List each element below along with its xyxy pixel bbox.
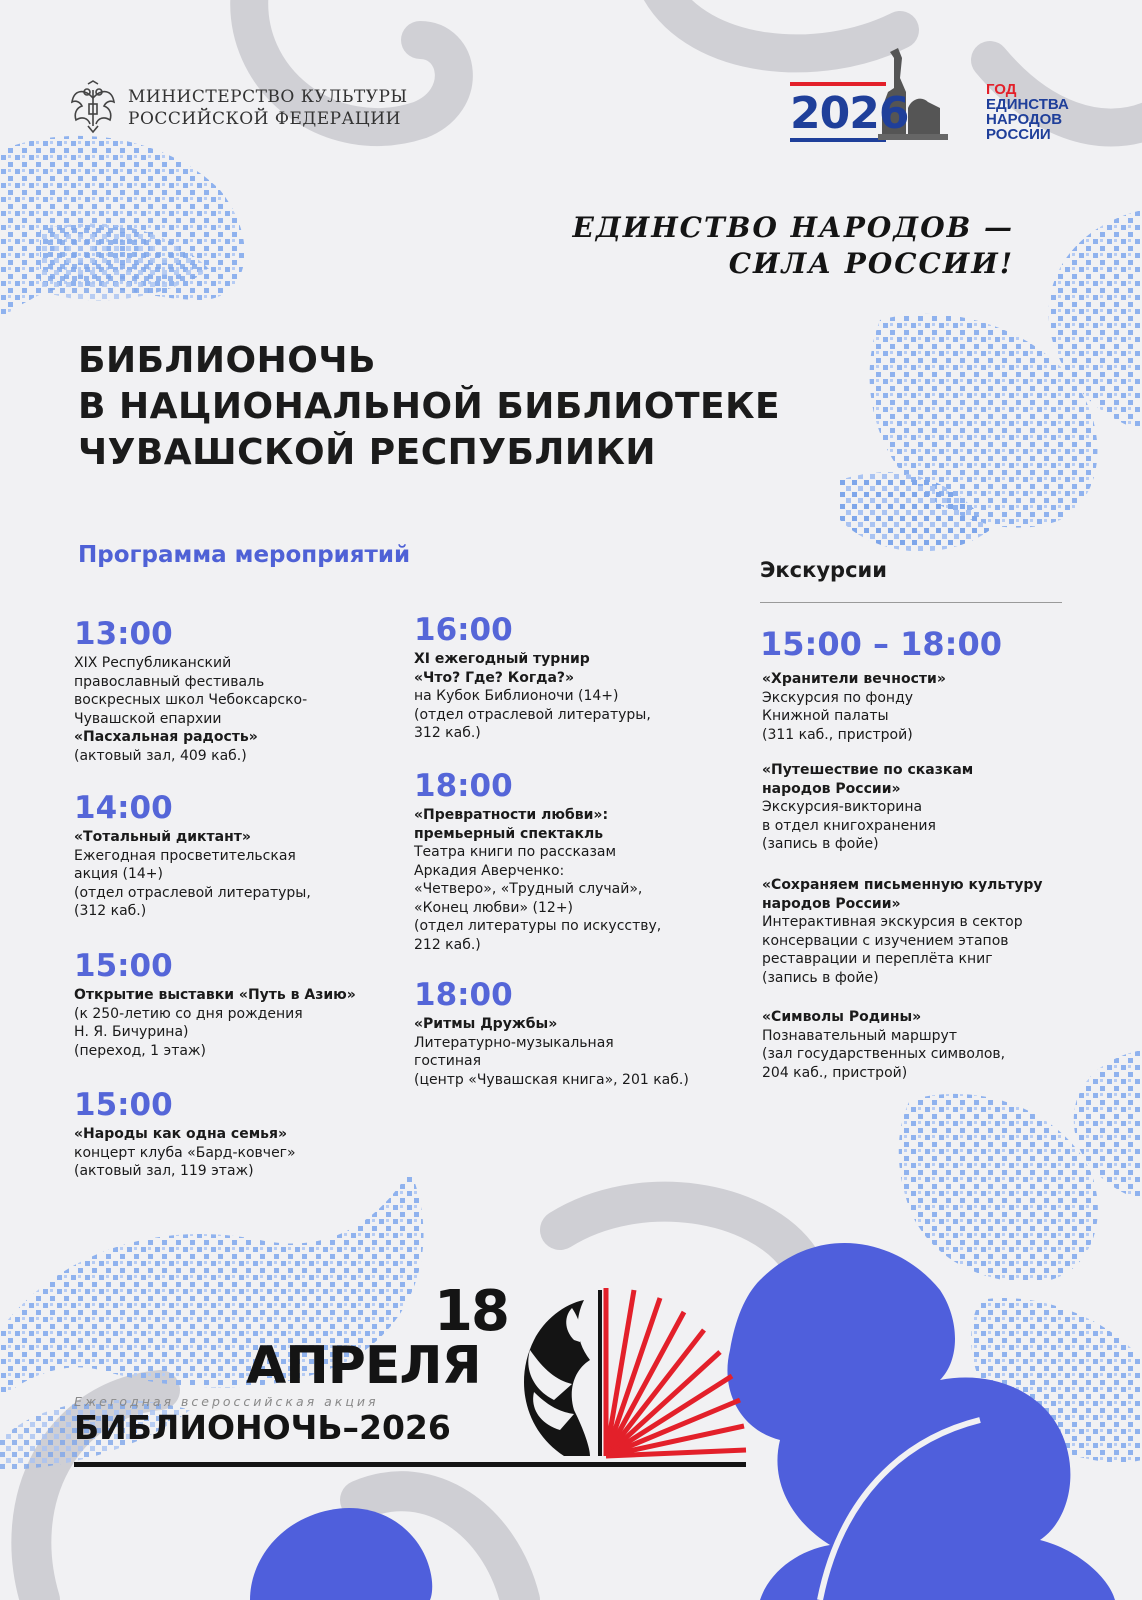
logo-day: 18 bbox=[434, 1279, 508, 1344]
year-subtitle bbox=[986, 82, 1069, 142]
event-time: 14:00 bbox=[74, 790, 173, 826]
book-fan-icon bbox=[494, 1280, 754, 1460]
slogan bbox=[573, 210, 1014, 282]
description-line: «Пасхальная радость» bbox=[74, 729, 258, 745]
title-line-3: ЧУВАШСКОЙ РЕСПУБЛИКИ bbox=[78, 432, 657, 473]
year-of-unity-logo bbox=[790, 48, 1080, 148]
event-description bbox=[414, 650, 651, 743]
description-line: Литературно-музыкальная bbox=[414, 1034, 614, 1051]
description-line: гостиная bbox=[414, 1053, 482, 1069]
slogan-line-1: ЕДИНСТВО НАРОДОВ — bbox=[572, 211, 1014, 244]
description-line: «Тотальный диктант» bbox=[74, 829, 251, 845]
description-line: (отдел литературы по искусству, bbox=[414, 918, 662, 934]
year-sub-line-1: ГОД bbox=[986, 81, 1017, 98]
description-line: (312 каб.) bbox=[74, 903, 147, 919]
description-line: (отдел отраслевой литературы, bbox=[74, 884, 311, 901]
excursions-time: 15:00 – 18:00 bbox=[760, 625, 1002, 663]
description-line: «Что? Где? Когда?» bbox=[414, 669, 575, 686]
description-line: «Символы Родины» bbox=[762, 1009, 922, 1025]
red-fan-rays bbox=[606, 1288, 746, 1456]
description-line: Экскурсия по фонду bbox=[762, 689, 914, 706]
description-line: 212 каб.) bbox=[414, 936, 481, 953]
description-line: Театра книги по рассказам bbox=[414, 844, 617, 860]
ministry-name bbox=[128, 86, 408, 130]
ministry-line-1: МИНИСТЕРСТВО КУЛЬТУРЫ bbox=[128, 87, 408, 107]
description-line: Познавательный маршрут bbox=[762, 1027, 957, 1044]
event-time: 18:00 bbox=[414, 768, 513, 804]
logo-subtitle: Ежегодная всероссийская акция bbox=[74, 1394, 379, 1409]
logo-month: АПРЕЛЯ bbox=[246, 1336, 481, 1396]
event-description bbox=[414, 806, 661, 954]
event-item bbox=[74, 790, 311, 921]
description-line: 204 каб., пристрой) bbox=[762, 1064, 908, 1081]
year-sub-line-2: ЕДИНСТВА bbox=[986, 96, 1069, 113]
description-line: Экскурсия-викторина bbox=[762, 799, 923, 815]
event-description bbox=[74, 1125, 296, 1181]
ministry-line-2: РОССИЙСКОЙ ФЕДЕРАЦИИ bbox=[128, 109, 401, 129]
description-line: Книжной палаты bbox=[762, 708, 889, 724]
description-line: (отдел отраслевой литературы, bbox=[414, 706, 651, 723]
description-line: концерт клуба «Бард-ковчег» bbox=[74, 1144, 296, 1161]
ornament-leaf-top-left-icon bbox=[0, 136, 245, 320]
description-line: премьерный спектакль bbox=[414, 825, 604, 842]
description-line: «Конец любви» (12+) bbox=[414, 899, 574, 916]
event-description bbox=[74, 654, 307, 765]
description-line: (переход, 1 этаж) bbox=[74, 1042, 207, 1059]
folk-ornament-leaf-icon bbox=[524, 1300, 590, 1456]
logo-name: БИБЛИОНОЧЬ–2026 bbox=[74, 1408, 451, 1447]
description-line: православный фестиваль bbox=[74, 673, 265, 690]
description-line: (запись в фойе) bbox=[762, 969, 879, 986]
description-line: (актовый зал, 409 каб.) bbox=[74, 747, 247, 764]
title-line-2: В НАЦИОНАЛЬНОЙ БИБЛИОТЕКЕ bbox=[78, 386, 781, 427]
title-line-1: БИБЛИОНОЧЬ bbox=[78, 340, 376, 381]
description-line: реставрации и переплёта книг bbox=[762, 951, 993, 967]
description-line: «Ритмы Дружбы» bbox=[414, 1016, 558, 1032]
description-line: Интерактивная экскурсия в сектор bbox=[762, 914, 1023, 930]
description-line: «Превратности любви»: bbox=[414, 807, 609, 823]
description-line: XI ежегодный турнир bbox=[414, 651, 590, 667]
biblionoch-logo bbox=[74, 1280, 754, 1480]
description-line: (запись в фойе) bbox=[762, 836, 879, 852]
description-line: народов России» bbox=[762, 895, 901, 912]
excursion-item bbox=[762, 876, 1043, 987]
ministry-logo bbox=[70, 80, 408, 136]
event-description bbox=[414, 1015, 689, 1089]
event-item bbox=[414, 768, 661, 954]
event-time: 18:00 bbox=[414, 977, 513, 1013]
description-line: (зал государственных символов, bbox=[762, 1046, 1006, 1062]
description-line: Чувашской епархии bbox=[74, 710, 222, 727]
event-item bbox=[414, 612, 651, 743]
description-line: «Народы как одна семья» bbox=[74, 1126, 288, 1142]
year-number: 2026 bbox=[790, 88, 909, 139]
description-line: народов России» bbox=[762, 780, 901, 797]
description-line: воскресных школ Чебоксарско- bbox=[74, 692, 308, 708]
description-line: «Четверо», «Трудный случай», bbox=[414, 881, 643, 897]
description-line: Аркадия Аверченко: bbox=[414, 862, 565, 879]
event-description bbox=[74, 828, 311, 921]
blue-blob-bottom-left-icon bbox=[250, 1508, 432, 1600]
description-line: «Хранители вечности» bbox=[762, 671, 946, 687]
excursion-item bbox=[762, 670, 946, 744]
event-item bbox=[74, 948, 356, 1060]
event-time: 15:00 bbox=[74, 1087, 173, 1123]
description-line: «Сохраняем письменную культуру bbox=[762, 877, 1043, 893]
description-line: Ежегодная просветительская bbox=[74, 847, 296, 864]
slogan-line-2: СИЛА РОССИИ! bbox=[728, 247, 1014, 280]
event-item bbox=[74, 616, 307, 765]
excursions-heading: Экскурсии bbox=[760, 558, 887, 582]
year-sub-line-3: НАРОДОВ bbox=[986, 111, 1063, 128]
excursions-divider bbox=[760, 602, 1062, 603]
description-line: на Кубок Библионочи (14+) bbox=[414, 688, 619, 704]
event-time: 15:00 bbox=[74, 948, 173, 984]
double-headed-eagle-icon bbox=[70, 80, 116, 136]
year-sub-line-4: РОССИИ bbox=[986, 126, 1051, 143]
description-line: Открытие выставки «Путь в Азию» bbox=[74, 987, 356, 1003]
page-title bbox=[78, 338, 780, 476]
event-time: 16:00 bbox=[414, 612, 513, 648]
logo-underline bbox=[74, 1462, 746, 1467]
description-line: (центр «Чувашская книга», 201 каб.) bbox=[414, 1071, 689, 1088]
excursion-item bbox=[762, 1008, 1005, 1082]
event-description bbox=[74, 986, 356, 1060]
event-time: 13:00 bbox=[74, 616, 173, 652]
description-line: в отдел книгохранения bbox=[762, 817, 936, 834]
description-line: 312 каб.) bbox=[414, 725, 481, 741]
description-line: XIX Республиканский bbox=[74, 655, 232, 671]
description-line: «Путешествие по сказкам bbox=[762, 762, 974, 778]
description-line: акция (14+) bbox=[74, 866, 164, 882]
event-item bbox=[414, 977, 689, 1089]
excursions-time-block bbox=[760, 626, 1002, 664]
event-item bbox=[74, 1087, 296, 1181]
program-heading: Программа мероприятий bbox=[78, 542, 411, 568]
description-line: (к 250-летию со дня рождения bbox=[74, 1005, 303, 1022]
description-line: (311 каб., пристрой) bbox=[762, 726, 913, 743]
description-line: консервации с изучением этапов bbox=[762, 932, 1009, 949]
description-line: (актовый зал, 119 этаж) bbox=[74, 1163, 254, 1179]
description-line: Н. Я. Бичурина) bbox=[74, 1024, 189, 1040]
excursion-item bbox=[762, 761, 973, 854]
